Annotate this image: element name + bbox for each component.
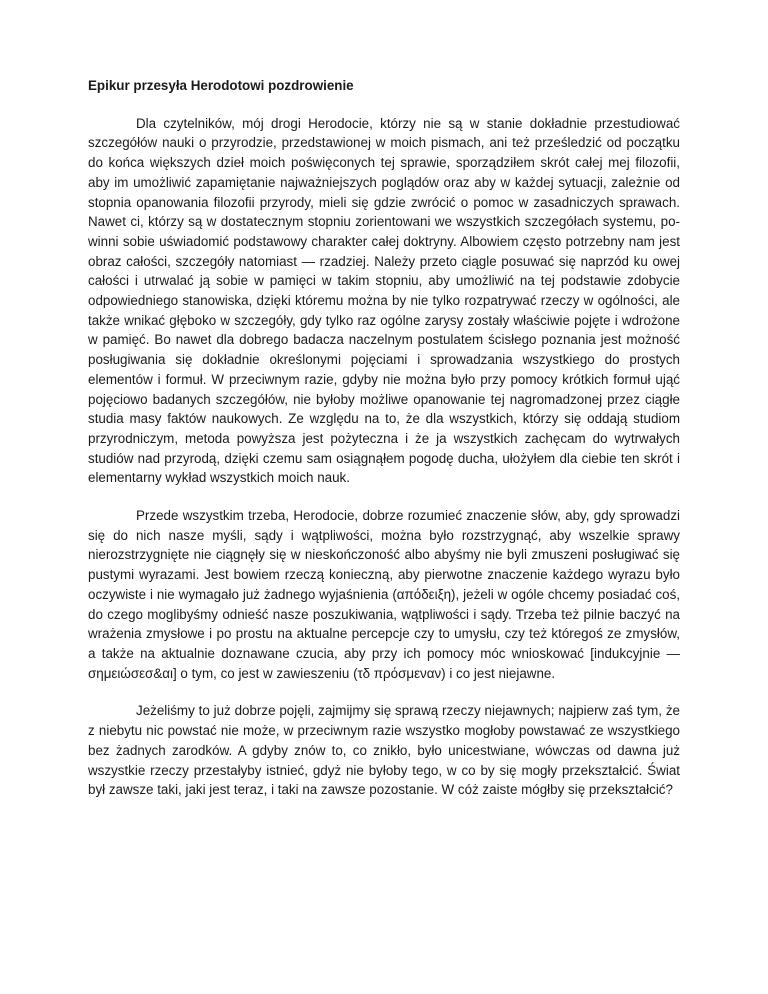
paragraph-2: Przede wszystkim trzeba, Herodocie, dobrze rozumieć znaczenie słów, aby, gdy sprowadzi się do nich nasze myśli, sądy i wątpliwości, można było rozstrzygnąć, aby wszelkie sprawy nierozstrzygnięte nie ciągnęły się w nieskończoność albo abyśmy nie byli zmuszeni posługiwać się pustymi wyrazami. Jest bowiem rzeczą konieczną, aby pierwotne znaczenie każdego wyrazu było oczywiste i nie wymagało już żadnego wyjaśnienia (απόδειξη), jeżeli w ogóle chcemy posiadać coś, do czego moglibyśmy odnieść nasze poszukiwania, wątpliwości i sądy. Trzeba też pilnie baczyć na wrażenia zmysłowe i po prostu na aktualne percepcje czy to umysłu, czy też któregoś ze zmysłów, a także na aktualnie doznawane czucia, aby przy ich pomocy móc wnioskować [indukcyjnie — σημειώσεσ&αι] o tym, co jest w zawieszeniu (τδ πρόσμεναν) i co jest niejawne. [88,508,680,681]
paragraph-1: Dla czytelników, mój drogi Herodocie, którzy nie są w stanie dokładnie przestudiować szczegółów nauki o przyrodzie, przedstawionej w moich pismach, ani też prześledzić od początku do końca większych dzieł moich poświęconych tej sprawie, sporządziłem skrót całej mej filozofii, aby im umożliwić zapamiętanie najważniejszych poglądów oraz aby w każdej sytuacji, zależnie od stopnia opanowania filozofii przyrody, mieli się gdzie zwrócić o pomoc w zasadniczych sprawach. Nawet ci, którzy są w dostatecznym stopniu zorientowani we wszystkich szczegółach systemu, po- winni sobie uświadomić podstawowy charakter całej doktryny. Albowiem często potrzebny nam jest obraz całości, szczegóły natomiast — rzadziej. Należy przeto ciągle posuwać się naprzód ku owej całości i utrwalać ją sobie w pamięci w takim stopniu, aby umożliwić na tej podstawie zdobycie odpowiedniego stanowiska, dzięki któremu można by nie tylko rozpatrywać rzeczy w ogólności, ale także wnikać głęboko w szczegóły, gdy tylko raz ogólne zarysy zostały właściwie pojęte i wdrożone w pamięć. Bo nawet dla dobrego badacza naczelnym postulatem ścisłego poznania jest możność posługiwania się dokładnie określonymi pojęciami i sprowadzania wszystkiego do prostych elementów i formuł. W przeciwnym razie, gdyby nie można było przy pomocy krótkich formuł ująć pojęciowo badanych szczegółów, nie byłoby możliwe opanowanie tej nagromadzonej przez ciągłe studia masy faktów naukowych. Ze względu na to, że dla wszystkich, którzy się oddają studiom przyrodniczym, metoda powyższa jest pożyteczna i że ja wszystkich zachęcam do wytrwałych studiów nad przyrodą, dzięki czemu sam osiągnąłem pogodę ducha, ułożyłem dla ciebie ten skrót i elementarny wykład wszystkich moich nauk. [88,115,680,486]
paragraph-3: Jeżeliśmy to już dobrze pojęli, zajmijmy się sprawą rzeczy niejawnych; najpierw zaś tym, że z niebytu nic powstać nie może, w przeciwnym razie wszystko mogłoby powstawać ze wszystkiego bez żadnych zarodków. A gdyby znów to, co znikło, było unicestwiane, wówczas od dawna już wszystkie rzeczy przestałyby istnieć, gdyż nie byłoby tego, w co by się mogły przekształcić. Świat był zawsze taki, jaki jest teraz, i taki na zawsze pozostanie. W cóż zaiste mógłby się przekształcić? [88,703,680,798]
document-page [88,76,680,800]
document-title: Epikur przesyła Herodotowi pozdrowienie [88,78,354,93]
